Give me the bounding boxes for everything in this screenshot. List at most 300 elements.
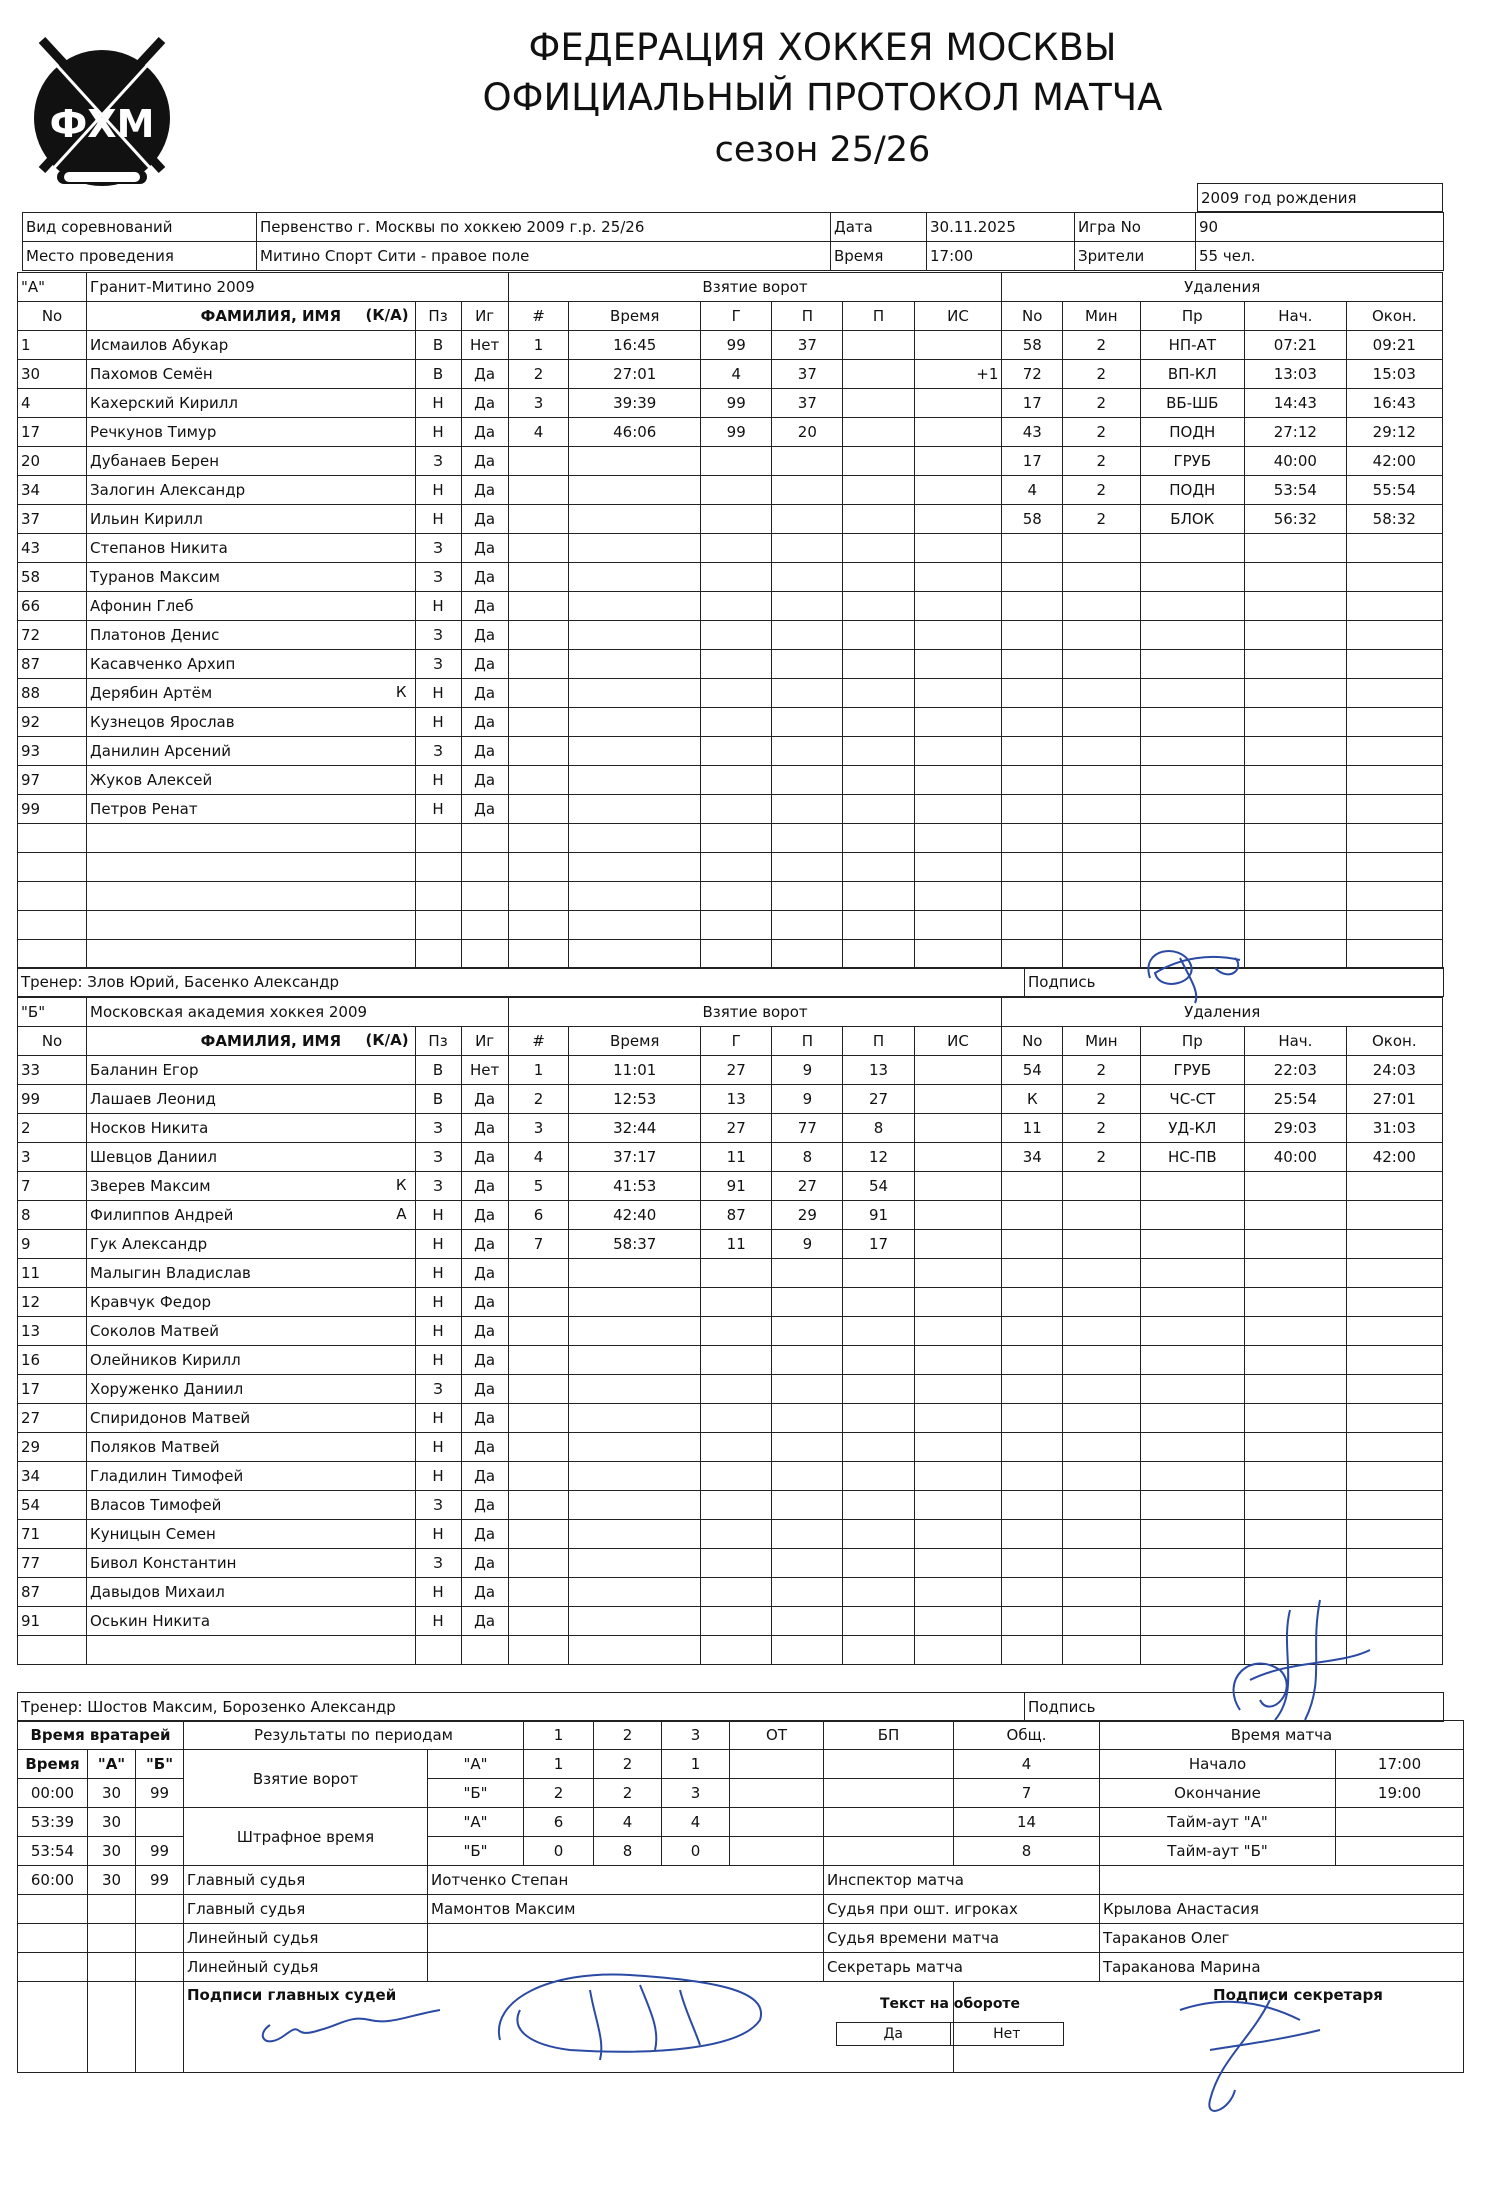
penalty-start: 56:32 bbox=[1245, 505, 1346, 534]
goals-b-total: 7 bbox=[954, 1779, 1100, 1808]
goal-assist-2 bbox=[843, 418, 914, 447]
periods-goals-a-label: "А" bbox=[428, 1750, 524, 1779]
goal-assist-2: 54 bbox=[843, 1172, 914, 1201]
goal-assist-2 bbox=[843, 650, 914, 679]
timeout-b-value bbox=[1336, 1837, 1464, 1866]
inspector-label: Инспектор матча bbox=[824, 1866, 1100, 1895]
goalie-empty-cell bbox=[136, 1895, 184, 1924]
penalty-player bbox=[1002, 650, 1063, 679]
player-role: К bbox=[395, 683, 407, 701]
player-name bbox=[87, 795, 416, 824]
goal-time bbox=[569, 1462, 701, 1491]
player-row bbox=[18, 1143, 1443, 1172]
goal-number bbox=[508, 940, 569, 969]
penalty-reason: НС-ПВ bbox=[1140, 1143, 1245, 1172]
goal-scorer bbox=[701, 476, 772, 505]
penalty-minutes bbox=[1063, 1520, 1140, 1549]
team-a-signature-label: Подпись bbox=[1025, 968, 1444, 997]
goal-number bbox=[508, 911, 569, 940]
goal-scorer bbox=[701, 1433, 772, 1462]
penalty-end: 15:03 bbox=[1346, 360, 1442, 389]
penalty-start bbox=[1245, 1317, 1346, 1346]
player-played: Да bbox=[461, 1114, 508, 1143]
goal-number bbox=[508, 737, 569, 766]
goal-scorer bbox=[701, 1549, 772, 1578]
player-name bbox=[87, 1085, 416, 1114]
penalty-reason bbox=[1140, 1288, 1245, 1317]
goal-assist-1 bbox=[772, 795, 843, 824]
penalty-player bbox=[1002, 621, 1063, 650]
player-played: Да bbox=[461, 1491, 508, 1520]
penalty-minutes: 2 bbox=[1063, 505, 1140, 534]
player-position: В bbox=[415, 1085, 461, 1114]
player-name-text: Малыгин Владислав bbox=[90, 1264, 251, 1282]
goal-is bbox=[914, 1346, 1002, 1375]
penalty-start bbox=[1245, 534, 1346, 563]
goal-assist-1 bbox=[772, 505, 843, 534]
goal-scorer bbox=[701, 1346, 772, 1375]
goal-assist-1 bbox=[772, 1346, 843, 1375]
goal-is bbox=[914, 679, 1002, 708]
penalty-minutes bbox=[1063, 911, 1140, 940]
goal-assist-2 bbox=[843, 1520, 914, 1549]
player-row bbox=[18, 853, 1443, 882]
goalie-empty-cell bbox=[88, 1953, 136, 1982]
goal-scorer bbox=[701, 853, 772, 882]
player-name bbox=[87, 621, 416, 650]
goalie-time-header: Время bbox=[18, 1750, 88, 1779]
goal-number bbox=[508, 1578, 569, 1607]
goal-is bbox=[914, 418, 1002, 447]
col-pen-end: Окон. bbox=[1346, 1027, 1442, 1056]
player-played: Да bbox=[461, 1317, 508, 1346]
penalty-player bbox=[1002, 1462, 1063, 1491]
player-number: 72 bbox=[18, 621, 87, 650]
goal-scorer bbox=[701, 1636, 772, 1665]
player-position bbox=[415, 940, 461, 969]
player-played bbox=[461, 940, 508, 969]
player-number: 91 bbox=[18, 1607, 87, 1636]
goal-is bbox=[914, 1259, 1002, 1288]
goalie-row-a: 30 bbox=[88, 1808, 136, 1837]
goal-assist-1: 27 bbox=[772, 1172, 843, 1201]
player-row bbox=[18, 708, 1443, 737]
player-role: К bbox=[395, 1176, 407, 1194]
goal-assist-2 bbox=[843, 563, 914, 592]
goal-number: 4 bbox=[508, 1143, 569, 1172]
player-position: З bbox=[415, 737, 461, 766]
goal-scorer: 4 bbox=[701, 360, 772, 389]
player-position: В bbox=[415, 1056, 461, 1085]
goal-number bbox=[508, 621, 569, 650]
goal-number: 5 bbox=[508, 1172, 569, 1201]
goal-assist-2: 17 bbox=[843, 1230, 914, 1259]
periods-title: Результаты по периодам bbox=[184, 1721, 524, 1750]
player-name bbox=[87, 1230, 416, 1259]
penalty-start bbox=[1245, 563, 1346, 592]
goal-scorer bbox=[701, 708, 772, 737]
goals-b-bp bbox=[824, 1779, 954, 1808]
goal-scorer bbox=[701, 679, 772, 708]
penalty-end: 24:03 bbox=[1346, 1056, 1442, 1085]
goal-assist-2 bbox=[843, 476, 914, 505]
goal-assist-2 bbox=[843, 853, 914, 882]
goal-assist-2 bbox=[843, 505, 914, 534]
penalty-player: 43 bbox=[1002, 418, 1063, 447]
player-name bbox=[87, 1404, 416, 1433]
goalie-row-b: 99 bbox=[136, 1866, 184, 1895]
goalie-row-time: 53:54 bbox=[18, 1837, 88, 1866]
goal-scorer bbox=[701, 1462, 772, 1491]
player-number: 87 bbox=[18, 1578, 87, 1607]
player-row bbox=[18, 766, 1443, 795]
goal-assist-1 bbox=[772, 1317, 843, 1346]
penalty-minutes bbox=[1063, 1491, 1140, 1520]
penalty-start bbox=[1245, 592, 1346, 621]
goal-number bbox=[508, 1288, 569, 1317]
penalty-reason bbox=[1140, 650, 1245, 679]
pen-b-p2: 8 bbox=[594, 1837, 662, 1866]
match-info-table bbox=[22, 212, 1444, 271]
player-name-text: Платонов Денис bbox=[90, 626, 220, 644]
penalty-start: 22:03 bbox=[1245, 1056, 1346, 1085]
goal-number: 1 bbox=[508, 331, 569, 360]
linesman1-value bbox=[428, 1924, 824, 1953]
penalty-reason bbox=[1140, 1201, 1245, 1230]
goal-scorer bbox=[701, 621, 772, 650]
goal-assist-1: 9 bbox=[772, 1056, 843, 1085]
penalty-reason: ПОДН bbox=[1140, 418, 1245, 447]
penalty-reason: ВБ-ШБ bbox=[1140, 389, 1245, 418]
goal-assist-1 bbox=[772, 621, 843, 650]
player-position: В bbox=[415, 331, 461, 360]
player-name bbox=[87, 1346, 416, 1375]
player-position: З bbox=[415, 650, 461, 679]
goal-scorer bbox=[701, 1491, 772, 1520]
goal-is bbox=[914, 940, 1002, 969]
player-name bbox=[87, 853, 416, 882]
goal-scorer: 11 bbox=[701, 1143, 772, 1172]
penalty-minutes bbox=[1063, 737, 1140, 766]
player-name-text: Касавченко Архип bbox=[90, 655, 236, 673]
penalty-player bbox=[1002, 1259, 1063, 1288]
goal-assist-2 bbox=[843, 795, 914, 824]
goal-scorer bbox=[701, 1288, 772, 1317]
penalty-player bbox=[1002, 1520, 1063, 1549]
competition-label: Вид соревнований bbox=[23, 213, 257, 242]
player-name bbox=[87, 331, 416, 360]
player-number: 11 bbox=[18, 1259, 87, 1288]
penalty-start bbox=[1245, 911, 1346, 940]
goal-assist-2 bbox=[843, 1317, 914, 1346]
goal-scorer: 11 bbox=[701, 1230, 772, 1259]
player-row bbox=[18, 1114, 1443, 1143]
penalty-player bbox=[1002, 1288, 1063, 1317]
penalty-player: 4 bbox=[1002, 476, 1063, 505]
player-name bbox=[87, 940, 416, 969]
penalty-start bbox=[1245, 1230, 1346, 1259]
venue-label: Место проведения bbox=[23, 242, 257, 271]
penalty-end: 27:01 bbox=[1346, 1085, 1442, 1114]
goal-assist-1 bbox=[772, 447, 843, 476]
goal-is bbox=[914, 766, 1002, 795]
penalty-start: 40:00 bbox=[1245, 1143, 1346, 1172]
periods-pen-a-label: "А" bbox=[428, 1808, 524, 1837]
penalty-reason bbox=[1140, 824, 1245, 853]
goal-time: 39:39 bbox=[569, 389, 701, 418]
goal-scorer bbox=[701, 911, 772, 940]
penalty-reason bbox=[1140, 679, 1245, 708]
penalty-minutes bbox=[1063, 1607, 1140, 1636]
penalty-start bbox=[1245, 621, 1346, 650]
penalty-reason: ГРУБ bbox=[1140, 1056, 1245, 1085]
penalty-start: 07:21 bbox=[1245, 331, 1346, 360]
player-name bbox=[87, 1317, 416, 1346]
goalie-a-header: "А" bbox=[88, 1750, 136, 1779]
penalty-player bbox=[1002, 679, 1063, 708]
penalty-player bbox=[1002, 1317, 1063, 1346]
goal-scorer bbox=[701, 940, 772, 969]
ref1-value: Иотченко Степан bbox=[428, 1866, 824, 1895]
player-position: З bbox=[415, 1549, 461, 1578]
col-name-label: ФАМИЛИЯ, ИМЯ bbox=[200, 307, 342, 325]
goal-scorer bbox=[701, 1259, 772, 1288]
player-played: Да bbox=[461, 1085, 508, 1114]
birth-year: 2009 год рождения bbox=[1198, 184, 1443, 212]
goal-assist-1: 8 bbox=[772, 1143, 843, 1172]
col-goal-num: # bbox=[508, 1027, 569, 1056]
player-name bbox=[87, 766, 416, 795]
competition-value: Первенство г. Москвы по хоккею 2009 г.р. 25/26 bbox=[257, 213, 831, 242]
penalty-minutes: 2 bbox=[1063, 1056, 1140, 1085]
goal-scorer: 91 bbox=[701, 1172, 772, 1201]
goal-time: 46:06 bbox=[569, 418, 701, 447]
period-3-header: 3 bbox=[662, 1721, 730, 1750]
player-position: З bbox=[415, 1114, 461, 1143]
goal-assist-1: 37 bbox=[772, 331, 843, 360]
goalie-row-b: 99 bbox=[136, 1837, 184, 1866]
team-b-pen-title: Удаления bbox=[1002, 998, 1443, 1027]
timeout-b-label: Тайм-аут "Б" bbox=[1100, 1837, 1336, 1866]
penalty-start bbox=[1245, 1404, 1346, 1433]
player-row bbox=[18, 1317, 1443, 1346]
player-row bbox=[18, 1520, 1443, 1549]
goal-is bbox=[914, 1549, 1002, 1578]
goalie-empty-cell bbox=[136, 1982, 184, 2073]
player-row bbox=[18, 1375, 1443, 1404]
goal-is bbox=[914, 1201, 1002, 1230]
goal-assist-1 bbox=[772, 737, 843, 766]
player-row bbox=[18, 389, 1443, 418]
col-goal-time: Время bbox=[569, 1027, 701, 1056]
player-name bbox=[87, 389, 416, 418]
goal-time bbox=[569, 824, 701, 853]
goal-number bbox=[508, 1375, 569, 1404]
player-name bbox=[87, 1375, 416, 1404]
player-position: Н bbox=[415, 766, 461, 795]
reverse-yes: Да bbox=[837, 2023, 951, 2046]
player-row bbox=[18, 795, 1443, 824]
penalty-minutes bbox=[1063, 1578, 1140, 1607]
title-protocol: ОФИЦИАЛЬНЫЙ ПРОТОКОЛ МАТЧА bbox=[482, 76, 1163, 119]
penalty-reason bbox=[1140, 911, 1245, 940]
goal-time bbox=[569, 650, 701, 679]
goal-assist-1 bbox=[772, 1375, 843, 1404]
goal-assist-2 bbox=[843, 1462, 914, 1491]
goal-number bbox=[508, 505, 569, 534]
goal-assist-2 bbox=[843, 1433, 914, 1462]
penalty-end: 42:00 bbox=[1346, 447, 1442, 476]
player-row bbox=[18, 505, 1443, 534]
goal-is bbox=[914, 1636, 1002, 1665]
goal-scorer bbox=[701, 650, 772, 679]
goal-assist-1: 9 bbox=[772, 1085, 843, 1114]
player-played: Да bbox=[461, 592, 508, 621]
player-row bbox=[18, 1549, 1443, 1578]
col-played: Иг bbox=[461, 302, 508, 331]
player-number: 66 bbox=[18, 592, 87, 621]
player-row bbox=[18, 824, 1443, 853]
penalty-minutes bbox=[1063, 882, 1140, 911]
player-name-text: Шевцов Даниил bbox=[90, 1148, 217, 1166]
penalty-player bbox=[1002, 708, 1063, 737]
goal-time: 37:17 bbox=[569, 1143, 701, 1172]
goal-assist-1 bbox=[772, 1491, 843, 1520]
penalty-minutes bbox=[1063, 766, 1140, 795]
player-number: 97 bbox=[18, 766, 87, 795]
goal-assist-1 bbox=[772, 563, 843, 592]
col-is: ИС bbox=[914, 302, 1002, 331]
linesman2-label: Линейный судья bbox=[184, 1953, 428, 1982]
goal-scorer bbox=[701, 1607, 772, 1636]
player-position: Н bbox=[415, 1462, 461, 1491]
player-position: Н bbox=[415, 795, 461, 824]
goal-is bbox=[914, 795, 1002, 824]
goal-is bbox=[914, 1085, 1002, 1114]
penalty-start: 53:54 bbox=[1245, 476, 1346, 505]
goal-assist-2 bbox=[843, 708, 914, 737]
player-name-text: Оськин Никита bbox=[90, 1612, 211, 1630]
goal-time bbox=[569, 534, 701, 563]
penalty-minutes: 2 bbox=[1063, 1143, 1140, 1172]
goal-time bbox=[569, 1375, 701, 1404]
goal-is bbox=[914, 1172, 1002, 1201]
match-start-value: 17:00 bbox=[1336, 1750, 1464, 1779]
penalty-end bbox=[1346, 534, 1442, 563]
player-number: 37 bbox=[18, 505, 87, 534]
player-number: 17 bbox=[18, 1375, 87, 1404]
goal-time bbox=[569, 1520, 701, 1549]
periods-pen-label: Штрафное время bbox=[184, 1808, 428, 1866]
penalty-start bbox=[1245, 1491, 1346, 1520]
goal-scorer bbox=[701, 447, 772, 476]
goal-assist-1: 20 bbox=[772, 418, 843, 447]
player-position: З bbox=[415, 1491, 461, 1520]
goal-time bbox=[569, 911, 701, 940]
player-name-text: Туранов Максим bbox=[90, 568, 220, 586]
player-position: Н bbox=[415, 1346, 461, 1375]
player-position: Н bbox=[415, 1433, 461, 1462]
secretary-label: Секретарь матча bbox=[824, 1953, 1100, 1982]
goal-is bbox=[914, 1230, 1002, 1259]
penalty-reason bbox=[1140, 1317, 1245, 1346]
referee-2-signature bbox=[470, 1950, 790, 2070]
player-name-text: Кахерский Кирилл bbox=[90, 394, 238, 412]
player-played: Да bbox=[461, 1346, 508, 1375]
penalty-start: 40:00 bbox=[1245, 447, 1346, 476]
player-name-text: Давыдов Михаил bbox=[90, 1583, 225, 1601]
goal-number bbox=[508, 795, 569, 824]
penalty-reason bbox=[1140, 534, 1245, 563]
penalty-reason bbox=[1140, 882, 1245, 911]
penalty-end bbox=[1346, 1404, 1442, 1433]
ref2-value: Мамонтов Максим bbox=[428, 1895, 824, 1924]
player-row bbox=[18, 882, 1443, 911]
goals-a-p3: 1 bbox=[662, 1750, 730, 1779]
player-row bbox=[18, 679, 1443, 708]
player-number: 77 bbox=[18, 1549, 87, 1578]
penalty-end bbox=[1346, 1259, 1442, 1288]
player-name bbox=[87, 1462, 416, 1491]
goal-is bbox=[914, 592, 1002, 621]
player-name-text: Поляков Матвей bbox=[90, 1438, 220, 1456]
penalty-end: 55:54 bbox=[1346, 476, 1442, 505]
goal-assist-2 bbox=[843, 1549, 914, 1578]
player-played: Нет bbox=[461, 331, 508, 360]
player-number: 54 bbox=[18, 1491, 87, 1520]
player-number: 58 bbox=[18, 563, 87, 592]
penalty-end bbox=[1346, 1201, 1442, 1230]
penalty-end bbox=[1346, 1433, 1442, 1462]
team-a-coach: Тренер: Злов Юрий, Басенко Александр bbox=[18, 968, 1025, 997]
player-played: Да bbox=[461, 418, 508, 447]
goal-is bbox=[914, 621, 1002, 650]
player-played: Да bbox=[461, 1230, 508, 1259]
pen-b-total: 8 bbox=[954, 1837, 1100, 1866]
penalty-player bbox=[1002, 824, 1063, 853]
player-number bbox=[18, 882, 87, 911]
player-played: Да bbox=[461, 1578, 508, 1607]
player-position: З bbox=[415, 621, 461, 650]
goal-assist-2 bbox=[843, 737, 914, 766]
player-number: 12 bbox=[18, 1288, 87, 1317]
player-position: В bbox=[415, 360, 461, 389]
goal-is bbox=[914, 389, 1002, 418]
player-name bbox=[87, 563, 416, 592]
goal-assist-1 bbox=[772, 1462, 843, 1491]
goal-assist-2 bbox=[843, 389, 914, 418]
penalty-player bbox=[1002, 1230, 1063, 1259]
player-name bbox=[87, 360, 416, 389]
player-row bbox=[18, 1288, 1443, 1317]
penalty-minutes bbox=[1063, 1375, 1140, 1404]
goal-number bbox=[508, 882, 569, 911]
penalty-minutes bbox=[1063, 708, 1140, 737]
goal-assist-2 bbox=[843, 447, 914, 476]
goal-is bbox=[914, 534, 1002, 563]
goalie-empty-cell bbox=[18, 1895, 88, 1924]
col-pos: Пз bbox=[415, 302, 461, 331]
player-name bbox=[87, 911, 416, 940]
penalty-end bbox=[1346, 650, 1442, 679]
goal-assist-2 bbox=[843, 1491, 914, 1520]
player-played: Да bbox=[461, 679, 508, 708]
player-played: Да bbox=[461, 563, 508, 592]
col-assist-2: П bbox=[843, 302, 914, 331]
goal-number bbox=[508, 1636, 569, 1665]
player-position: З bbox=[415, 1375, 461, 1404]
penalty-player bbox=[1002, 1491, 1063, 1520]
